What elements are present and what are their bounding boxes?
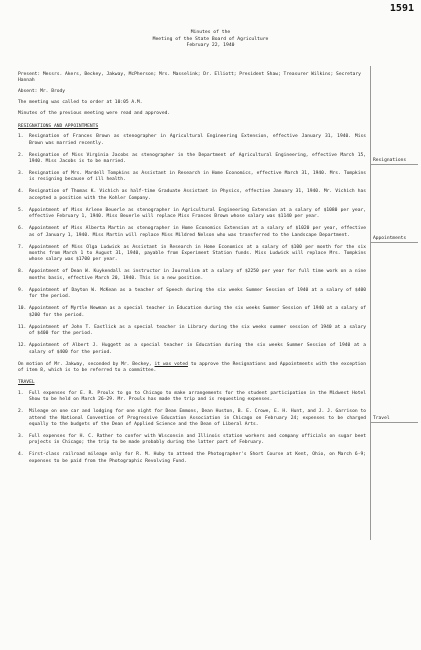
item-text: Resignation of Thomas K. Vichich as half-time Graduate Assistant in Physics, effective January 31, 1940. Mr. Vichich has accepted a position with the Kohler Company. [29,189,366,201]
item-number: 10. [18,306,27,312]
list-item [18,391,366,404]
item-number: 3. [18,171,24,177]
minutes-header [0,30,421,50]
item-number: 1. [18,134,24,140]
item-text: First-class railroad mileage only for R. M. Huby to attend the Photographer's Short Course at Kent, Ohio, on March 6-9; expenses to be paid from the Photographic Revolving Fund. [29,452,366,464]
list-item [18,171,366,184]
list-item [18,409,366,428]
margin-note-resignations: Resignations [373,158,407,163]
item-number: 3. [18,433,24,439]
margin-note-appointments: Appointments [373,236,407,241]
list-item [18,325,366,338]
item-text: Appointment of Albert J. Huggett as a special teacher in Education during the six weeks Summer Session of 1940 at a salary of $400 for the period. [29,343,366,355]
margin-note-travel: Travel [373,416,390,421]
list-item [18,452,366,465]
present-line: Present: Messrs. Akers, Beckey, Jakway, McPherson; Mrs. Masselink; Dr. Elliott; President Shaw; Treasurer Wilkins; Secretary Hannah [18,72,361,84]
list-item [18,288,366,301]
called-to-order: The meeting was called to order at 10:05 A.M. [18,100,143,106]
item-number: 11. [18,324,27,330]
item-text: Appointment of Dayton W. McKean as a teacher of Speech during the six weeks Summer Session of 1940 at a salary of $400 for the period. [29,287,366,300]
list-item [18,189,366,202]
motion-text-start: On motion of Mr. Jakway, seconded by Mr. Beckey, [18,361,155,367]
item-number: 8. [18,269,24,275]
list-item [18,269,366,282]
item-text: Appointment of Miss Arlene Beuerle as stenographer in Agricultural Engineering Extension at a salary of $1080 per year, effective February 1, 1940. Miss Beuerle will replace Miss Frances Brown whose salary was $1140 per year. [29,207,366,220]
motion-text-end: to approve the Resignations and Appointments with the exception of item 8, which is to be referred to a committee. [18,361,366,373]
list-item [18,306,366,319]
item-text: Full expenses for H. C. Rather to confer with Wisconsin and Illinois station workers and company officials on sugar beet projects in Chicago; the trip to be made probably during the latter part of February. [29,433,366,446]
list-item [18,134,366,147]
motion-paragraph [18,362,366,375]
item-text: Appointment of John T. Eastlick as a special teacher in Library during the six weeks summer session of 1940 at a salary of $400 for the period. [29,324,366,337]
item-text: Appointment of Miss Olga Ludwick as Assistant in Research in Home Economics at a salary of $100 per month for the six months from March 1 to August 31, 1940, payable from Experiment Station funds. Miss Ludwick will replace Mrs. Tompkins whose salary was $1700 per year. [29,244,366,263]
item-number: 1. [18,390,24,396]
item-number: 2. [18,152,24,158]
item-number: 2. [18,409,24,415]
item-text: Resignation of Miss Virginia Jacobs as stenographer in the Department of Agricultural Engineering, effective March 15, 1940. Miss Jacobs is to be married. [29,152,366,165]
item-text: Appointment of Myrtle Newman as a special teacher in Education during the six weeks Summer Session of 1940 at a salary of $200 for the period. [29,306,366,318]
item-text: Resignation of Frances Brown as stenographer in Agricultural Engineering Extension, effective January 31, 1940. Miss Brown was married recently. [29,134,366,146]
item-text: Appointment of Dean W. Kuykendall as instructor in Journalism at a salary of $2250 per year for full time work on a nine months basis, effective March 20, 1940. This is a new position. [29,269,366,281]
item-number: 4. [18,452,24,458]
header-line-3: February 22, 1940 [186,43,235,49]
item-number: 12. [18,343,27,349]
section-heading-resignations: RESIGNATIONS AND APPOINTMENTS [18,123,99,129]
minutes-body [18,72,366,471]
item-number: 9. [18,287,24,293]
minutes-approved: Minutes of the previous meeting were read and approved. [18,111,171,117]
motion-voted: it was voted [154,361,188,367]
list-item [18,245,366,264]
list-item [18,226,366,239]
absent-line: Absent: Mr. Brody [18,89,66,95]
margin-rule [370,66,371,540]
section-heading-travel: TRAVEL [18,380,35,386]
item-text: Full expenses for E. R. Proulx to go to Chicago to make arrangements for the student participation in the Midwest Hotel Show to be held on March 26-29. Mr. Proulx has made the trip and is requesting expenses. [29,390,366,403]
header-line-2: Meeting of the State Board of Agriculture [152,36,269,42]
item-number: 7. [18,244,24,250]
list-item [18,434,366,447]
item-number: 6. [18,226,24,232]
item-number: 4. [18,189,24,195]
page-number: 1591 [389,3,414,14]
resignations-appointments-list [18,134,366,356]
item-number: 5. [18,207,24,213]
list-item [18,208,366,221]
item-text: Resignation of Mrs. Mardell Tompkins as Assistant in Research in Home Economics, effective March 31, 1940. Mrs. Tompkins is resigning because of ill health. [29,171,366,183]
header-line-1: Minutes of the [190,30,231,35]
item-text: Appointment of Miss Alberta Martin as stenographer in Home Economics Extension at a salary of $1020 per year, effective as of January 1, 1940. Miss Martin will replace Miss Mildred Nelson who was transferred to the Landscape Department. [29,226,366,238]
list-item [18,343,366,356]
list-item [18,153,366,166]
travel-list [18,391,366,465]
item-text: Mileage on one car and lodging for one night for Dean Emmons, Dean Huston, B. E. Crowe, E. H. Hunt, and J. J. Garrison to attend the National Convention of Progressive Education Association in Chicago on February 24; expenses to be charged equally to the budgets of the Dean of Applied Science and the Dean of Liberal Arts. [29,409,366,427]
